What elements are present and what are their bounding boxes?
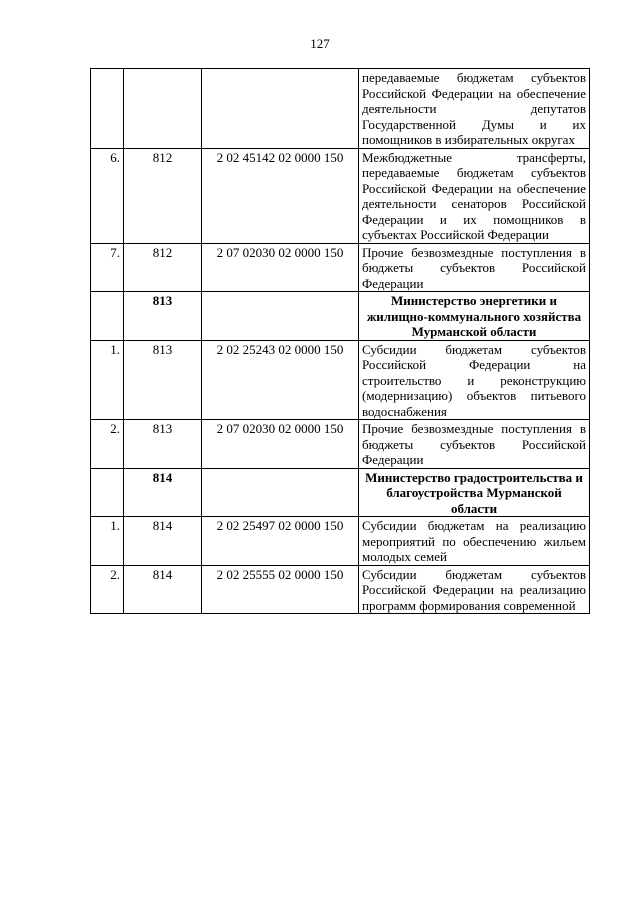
budget-classification-code <box>202 468 359 517</box>
revenue-name-text: Прочие безвозмездные поступления в бюджеты субъектов Российской Федерации <box>362 421 586 467</box>
admin-code: 814 <box>124 468 202 517</box>
ministry-header-row <box>91 292 590 341</box>
row-number: 1. <box>91 517 124 566</box>
revenue-name <box>359 148 590 243</box>
table-row <box>91 565 590 614</box>
admin-code: 813 <box>124 340 202 420</box>
ministry-name <box>359 292 590 341</box>
revenue-name <box>359 340 590 420</box>
row-number <box>91 468 124 517</box>
budget-classification-code: 2 07 02030 02 0000 150 <box>202 420 359 469</box>
admin-code: 813 <box>124 420 202 469</box>
table-row <box>91 69 590 149</box>
budget-classification-code <box>202 292 359 341</box>
admin-code: 814 <box>124 565 202 614</box>
revenue-name-text: передаваемые бюджетам субъектов Российской Федерации на обеспечение деятельности депутатов Государственной Думы и их помощников в избирательных округах <box>362 70 586 147</box>
budget-classification-code: 2 02 25243 02 0000 150 <box>202 340 359 420</box>
row-number: 7. <box>91 243 124 292</box>
revenue-name <box>359 517 590 566</box>
page-number: 127 <box>310 36 330 51</box>
revenue-name <box>359 69 590 149</box>
row-number: 1. <box>91 340 124 420</box>
revenue-name-text: Межбюджетные трансферты, передаваемые бюджетам субъектов Российской Федерации на обеспечение деятельности сенаторов Российской Федерации и их помощников в субъектах Российской Федерации <box>362 149 586 242</box>
admin-code: 812 <box>124 148 202 243</box>
table-row <box>91 243 590 292</box>
revenue-name-text: Субсидии бюджетам субъектов Российской Федерации на строительство и реконструкцию (модернизацию) объектов питьевого водоснабжения <box>362 341 586 419</box>
budget-classification-code <box>202 69 359 149</box>
admin-code <box>124 69 202 149</box>
ministry-name <box>359 468 590 517</box>
ministry-name-text: Министерство энергетики и жилищно-коммунального хозяйства Мурманской области <box>366 293 582 339</box>
admin-code: 813 <box>124 292 202 341</box>
budget-classification-code: 2 02 25555 02 0000 150 <box>202 565 359 614</box>
table-row <box>91 340 590 420</box>
ministry-name-text: Министерство градостроительства и благоустройства Мурманской области <box>365 469 583 516</box>
revenue-name-text: Субсидии бюджетам на реализацию мероприятий по обеспечению жильем молодых семей <box>362 518 586 564</box>
admin-code: 814 <box>124 517 202 566</box>
table-row <box>91 148 590 243</box>
revenue-table <box>90 68 590 614</box>
budget-classification-code: 2 02 25497 02 0000 150 <box>202 517 359 566</box>
revenue-name <box>359 565 590 614</box>
ministry-header-row <box>91 468 590 517</box>
revenue-name-text: Прочие безвозмездные поступления в бюджеты субъектов Российской Федерации <box>362 244 586 291</box>
admin-code: 812 <box>124 243 202 292</box>
revenue-name-text: Субсидии бюджетам субъектов Российской Федерации на реализацию программ формирования современной <box>362 566 586 613</box>
table-row <box>91 517 590 566</box>
row-number: 6. <box>91 148 124 243</box>
row-number <box>91 69 124 149</box>
revenue-name <box>359 420 590 469</box>
budget-classification-code: 2 07 02030 02 0000 150 <box>202 243 359 292</box>
row-number: 2. <box>91 420 124 469</box>
row-number <box>91 292 124 341</box>
budget-classification-code: 2 02 45142 02 0000 150 <box>202 148 359 243</box>
revenue-name <box>359 243 590 292</box>
row-number: 2. <box>91 565 124 614</box>
table-row <box>91 420 590 469</box>
